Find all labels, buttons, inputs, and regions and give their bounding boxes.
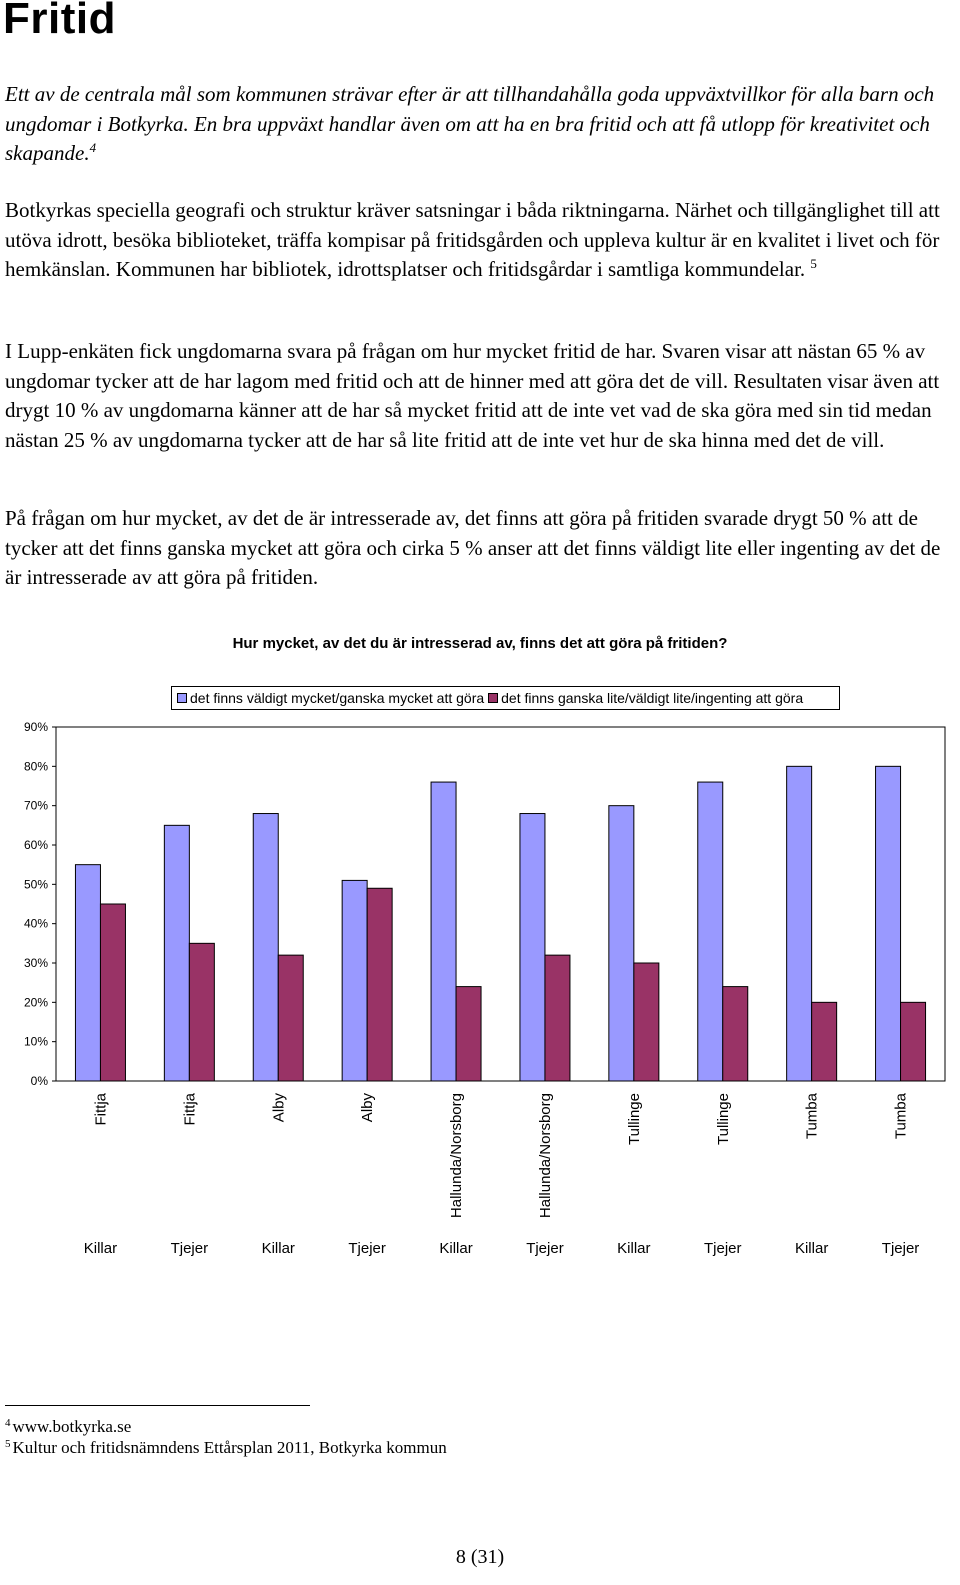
x-area-label: Hallunda/Norsborg xyxy=(536,1093,554,1219)
x-group-label: Tjejer xyxy=(526,1240,564,1257)
lupp-paragraph: I Lupp-enkäten fick ungdomarna svara på frågan om hur mycket fritid de har. Svaren visar att nästan 65 % av ungdomar tycker att de har lagom med fritid och att de hinner med att göra det de vill. Resultaten visar även att drygt 10 % av ungdomarna känner att de har så mycket fritid att de inte vet vad de ska göra med sin tid medan nästan 25 % av ungdomarna tycker att de har så lite fritid att de inte vet hur de ska hinna med det de vill. xyxy=(5,339,940,452)
bar-series2 xyxy=(723,987,748,1081)
x-area-label: Alby xyxy=(359,1093,377,1123)
x-area-label: Tullinge xyxy=(714,1093,732,1145)
x-group-label: Tjejer xyxy=(703,1240,742,1257)
y-tick-label: 90% xyxy=(23,720,48,734)
x-group-label: Killar xyxy=(794,1240,829,1257)
geografi-paragraph xyxy=(5,196,955,285)
bar-series2 xyxy=(278,955,303,1081)
x-area-label: Tullinge xyxy=(625,1093,643,1145)
x-area-label: Alby xyxy=(270,1093,288,1123)
bar-series1 xyxy=(342,880,367,1081)
bar-series2 xyxy=(456,987,481,1081)
bar-series1 xyxy=(75,865,100,1081)
intro-text: Ett av de centrala mål som kommunen strävar efter är att tillhandahålla goda uppväxtvillkor för alla barn och ungdomar i Botkyrka. En bra uppväxt handlar även om att ha en bra fritid och att få utlopp för kreativitet och skapande. xyxy=(5,82,935,165)
bar-series2 xyxy=(189,943,214,1081)
footnote-text: Kultur och fritidsnämndens Ettårsplan 2011, Botkyrka kommun xyxy=(12,1438,447,1457)
legend-swatch-series1 xyxy=(177,693,187,703)
bar-series1 xyxy=(609,806,634,1081)
bar-series1 xyxy=(520,814,545,1081)
geografi-text: Botkyrkas speciella geografi och struktur kräver satsningar i båda riktningarna. Närhet och tillgänglighet till att utöva idrott, besöka biblioteket, träffa kompisar på fritidsgården och uppleva kultur är en kvalitet i livet och för hemkänslan. Kommunen har bibliotek, idrottsplatser och fritidsgårdar i samtliga kommundelar. xyxy=(5,198,940,281)
bar-series1 xyxy=(787,766,812,1081)
x-area-label: Fittja xyxy=(181,1093,199,1126)
y-tick-label: 0% xyxy=(30,1074,48,1088)
legend-entry-series2 xyxy=(488,690,803,706)
x-area-label: Tumba xyxy=(892,1093,910,1140)
bar-series2 xyxy=(545,955,570,1081)
legend-label-series2: det finns ganska lite/väldigt lite/ingenting att göra xyxy=(501,690,804,706)
footnote-4 xyxy=(5,1417,131,1437)
footnote-5 xyxy=(5,1438,447,1458)
legend-entry-series1 xyxy=(177,690,484,706)
footnote-text: www.botkyrka.se xyxy=(12,1417,132,1436)
x-area-label: Tumba xyxy=(803,1093,821,1140)
bar-series2 xyxy=(367,888,392,1081)
x-area-label: Fittja xyxy=(92,1093,110,1126)
y-tick-label: 10% xyxy=(23,1034,48,1049)
x-group-label: Killar xyxy=(439,1240,473,1257)
intresse-paragraph: På frågan om hur mycket, av det de är intresserade av, det finns att göra på fritiden svarade drygt 50 % att de tycker att det finns ganska mycket att göra och cirka 5 % anser att det finns väldigt lite eller ingenting av det de är intresserade av att göra på fritiden. xyxy=(5,506,941,589)
bar-chart xyxy=(0,715,960,1260)
x-group-label: Tjejer xyxy=(170,1240,209,1257)
footnote-number: 5 xyxy=(5,1438,11,1450)
y-tick-label: 30% xyxy=(23,956,48,970)
y-tick-label: 60% xyxy=(23,838,48,852)
bar-series2 xyxy=(901,1002,926,1081)
x-group-label: Killar xyxy=(83,1240,118,1257)
legend-swatch-series2 xyxy=(488,693,498,703)
y-tick-label: 20% xyxy=(23,995,48,1010)
legend-label-series1: det finns väldigt mycket/ganska mycket att göra xyxy=(190,690,485,706)
y-tick-label: 50% xyxy=(23,877,48,892)
bar-series1 xyxy=(253,814,278,1081)
x-group-label: Killar xyxy=(617,1240,651,1257)
x-group-label: Tjejer xyxy=(348,1240,386,1257)
bar-series1 xyxy=(431,782,456,1081)
x-area-label: Hallunda/Norsborg xyxy=(448,1093,466,1219)
y-tick-label: 40% xyxy=(23,916,48,931)
bar-series2 xyxy=(812,1002,837,1081)
bar-series1 xyxy=(164,825,189,1081)
chart-title: Hur mycket, av det du är intresserad av, finns det att göra på fritiden? xyxy=(232,635,728,652)
intro-paragraph xyxy=(5,80,955,169)
chart-legend xyxy=(171,686,840,710)
bar-series1 xyxy=(876,766,901,1081)
bar-series1 xyxy=(698,782,723,1081)
bar-series2 xyxy=(100,904,125,1081)
footnote-ref-5[interactable]: 5 xyxy=(810,256,817,271)
footnote-divider xyxy=(5,1405,310,1406)
y-tick-label: 70% xyxy=(23,798,48,813)
footnote-number: 4 xyxy=(5,1417,11,1429)
bar-series2 xyxy=(634,963,659,1081)
page-number: 8 (31) xyxy=(455,1546,505,1568)
footnote-ref-4[interactable]: 4 xyxy=(89,140,97,155)
x-group-label: Killar xyxy=(261,1240,295,1257)
page-title: Fritid xyxy=(3,0,116,43)
y-tick-label: 80% xyxy=(23,759,48,774)
x-group-label: Tjejer xyxy=(881,1240,920,1257)
